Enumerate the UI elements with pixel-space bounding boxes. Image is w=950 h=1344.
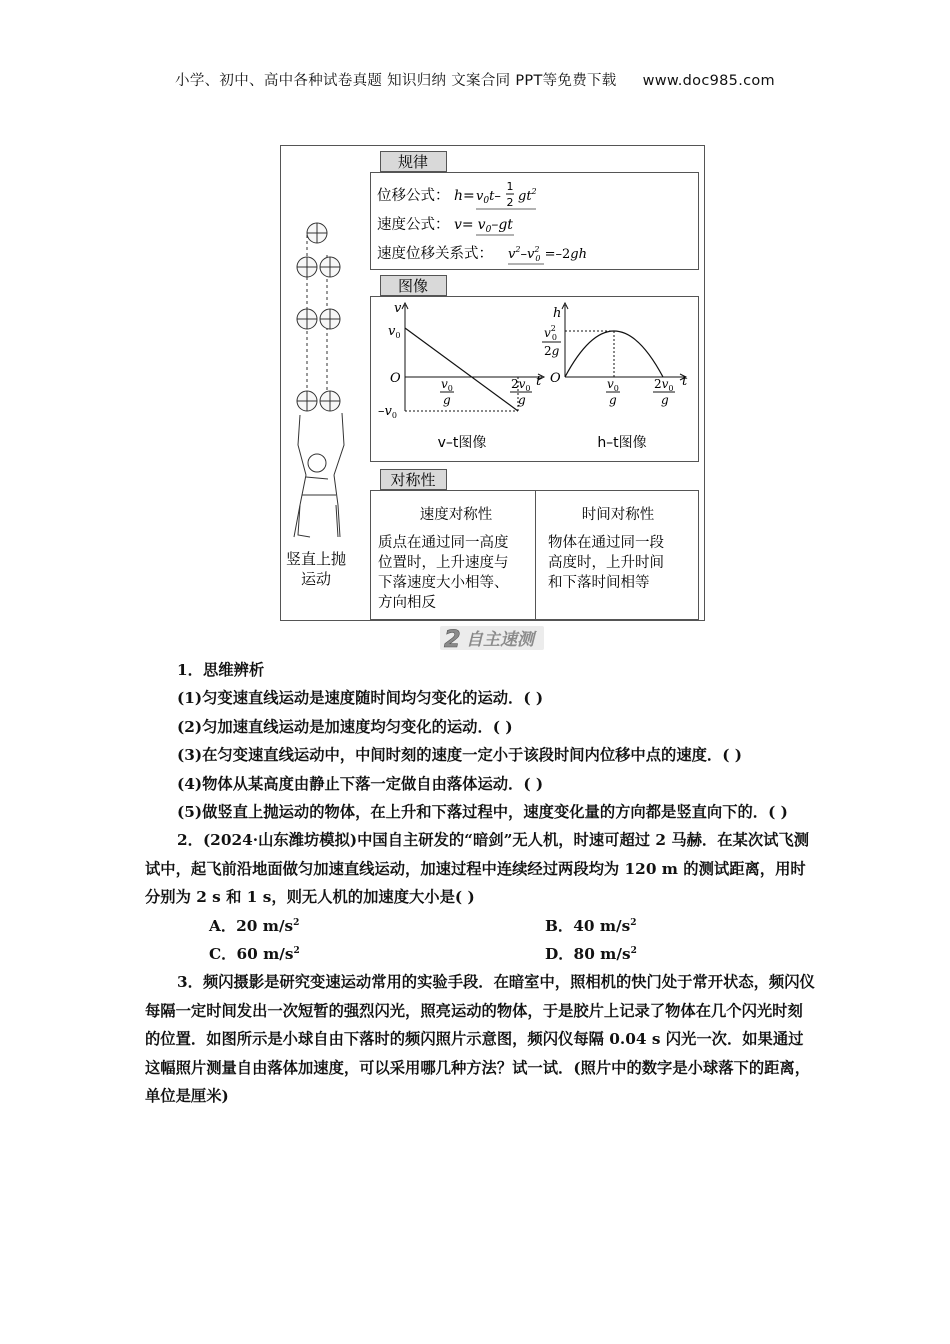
svg-text:v: v <box>394 301 402 316</box>
q1-item-3: (3)在匀变速直线运动中，中间时刻的速度一定小于该段时间内位移中点的速度．( ) <box>177 746 743 765</box>
sym-right-line-2: 高度时，上升时间 <box>548 555 664 571</box>
thrower-illustration <box>294 223 344 537</box>
svg-text:O: O <box>550 371 561 386</box>
rule-3-formula: $v^2-v^2$ 0 =–2gh <box>508 245 587 263</box>
svg-text:g: g <box>609 393 617 407</box>
svg-text:t: t <box>682 374 688 389</box>
svg-text:–v0: $-v_0$ <box>378 404 397 420</box>
banner-number: 2 <box>444 625 461 652</box>
q3-text: 3．频闪摄影是研究变速运动常用的实验手段．在暗室中，照相机的快门处于常开状态，频闪仪每隔一定时间发出一次短暂的强烈闪光，照亮运动的物体，于是胶片上记录了物体在几个闪光时刻的位置．如图所示是小球自由下落时的频闪照片示意图，频闪仪每隔 0.04 s 闪光一次．如果通过这幅照片测量自由落体加速度，可以采用哪几种方法？试一试．(照片中的数字是小球落下的距离，单位是厘米) <box>145 973 815 1106</box>
q2-text: 2．(2024·山东潍坊模拟)中国自主研发的“暗剑”无人机，时速可超过 2 马赫．在某次试飞测试中，起飞前沿地面做匀加速直线运动，加速过程中连续经过两段均为 120 m 的测试距离，用时分别为 2 s 和 1 s，则无人机的加速度大小是( ) <box>145 831 810 907</box>
motion-label-2: 运动 <box>300 570 332 588</box>
header-text: 小学、初中、高中各种试卷真题 知识归纳 文案合同 PPT等免费下载 <box>175 73 617 89</box>
section-banner <box>440 622 544 652</box>
svg-text:g: g <box>518 393 526 407</box>
svg-text:v0: $v_0$ <box>388 324 401 340</box>
header-site: www.doc985.com <box>642 73 775 89</box>
svg-text:t: t <box>536 374 542 389</box>
rule-2-formula: $v= v_0-gt$ <box>454 217 513 235</box>
vt-caption: v–t图像 <box>437 435 487 451</box>
q2-options-row-1 <box>145 912 817 940</box>
sym-left-title: 速度对称性 <box>419 507 493 523</box>
q1-title: 1．思维辨析 <box>177 661 265 679</box>
basketball-icon <box>297 223 340 411</box>
rule-3-label: 速度位移关系式： <box>377 246 493 262</box>
sym-left-line-4: 方向相反 <box>378 595 436 611</box>
rule-1-rhs: $v_0t-$ <box>476 189 501 206</box>
sym-right-line-3: 和下落时间相等 <box>548 575 650 591</box>
q1-item-4: (4)物体从某高度由静止下落一定做自由落体运动．( ) <box>177 774 544 793</box>
q1-item-1: (1)匀变速直线运动是速度随时间均匀变化的运动．( ) <box>177 689 544 708</box>
svg-text:O: O <box>390 371 401 386</box>
sym-left-line-2: 位置时，上升速度与 <box>378 555 509 571</box>
q2-options-row-2 <box>145 940 817 968</box>
svg-text:v20: $v^2$ 0 <box>544 324 557 342</box>
rule-1-formula: h= <box>454 188 475 204</box>
svg-text:g: g <box>661 393 669 407</box>
option-d[interactable]: D．80 $m/s^2$ <box>545 945 637 964</box>
option-a[interactable]: A．20 $m/s^2$ <box>209 916 300 935</box>
sym-left-line-1: 质点在通过同一高度 <box>378 535 509 551</box>
option-b[interactable]: B．40 $m/s^2$ <box>545 916 637 935</box>
ht-graph <box>562 303 686 380</box>
rule-1-label: 位移公式： <box>377 188 450 204</box>
option-c[interactable]: C．60 $m/s^2$ <box>209 945 300 964</box>
motion-label-1: 竖直上抛 <box>285 550 347 568</box>
svg-text:h: h <box>553 306 562 321</box>
q1-item-5: (5)做竖直上抛运动的物体，在上升和下落过程中，速度变化量的方向都是竖直向下的．( ) <box>177 803 788 822</box>
person-icon <box>294 413 344 537</box>
svg-text:2: 2 <box>506 196 514 209</box>
q1-item-2: (2)匀加速直线运动是加速度均匀变化的运动．( ) <box>177 717 513 736</box>
svg-text:v0: $v_0$ <box>607 377 619 393</box>
svg-text:2g: 2g <box>544 344 560 358</box>
sym-right-title: 时间对称性 <box>581 507 655 523</box>
svg-text:v0: $v_0$ <box>441 377 453 393</box>
svg-text:2v0: $2v_0$ <box>511 377 531 393</box>
svg-text:2v0: $2v_0$ <box>654 377 674 393</box>
ht-caption: h–t图像 <box>597 435 647 451</box>
sym-left-line-3: 下落速度大小相等、 <box>378 575 509 591</box>
vertical-throw-figure <box>280 145 705 625</box>
sym-tab: 对称性 <box>390 471 436 489</box>
graph-tab: 图像 <box>397 277 429 295</box>
question-content <box>145 656 817 1111</box>
svg-text:g: g <box>443 393 451 407</box>
svg-text:gt2: $gt^2$ <box>518 187 537 204</box>
sym-right-line-1: 物体在通过同一段 <box>548 535 664 551</box>
page-header <box>0 69 950 90</box>
rule-tab: 规律 <box>397 153 429 171</box>
rule-2-label: 速度公式： <box>377 217 450 233</box>
banner-text: 自主速测 <box>466 630 534 650</box>
svg-text:1: 1 <box>506 180 514 193</box>
